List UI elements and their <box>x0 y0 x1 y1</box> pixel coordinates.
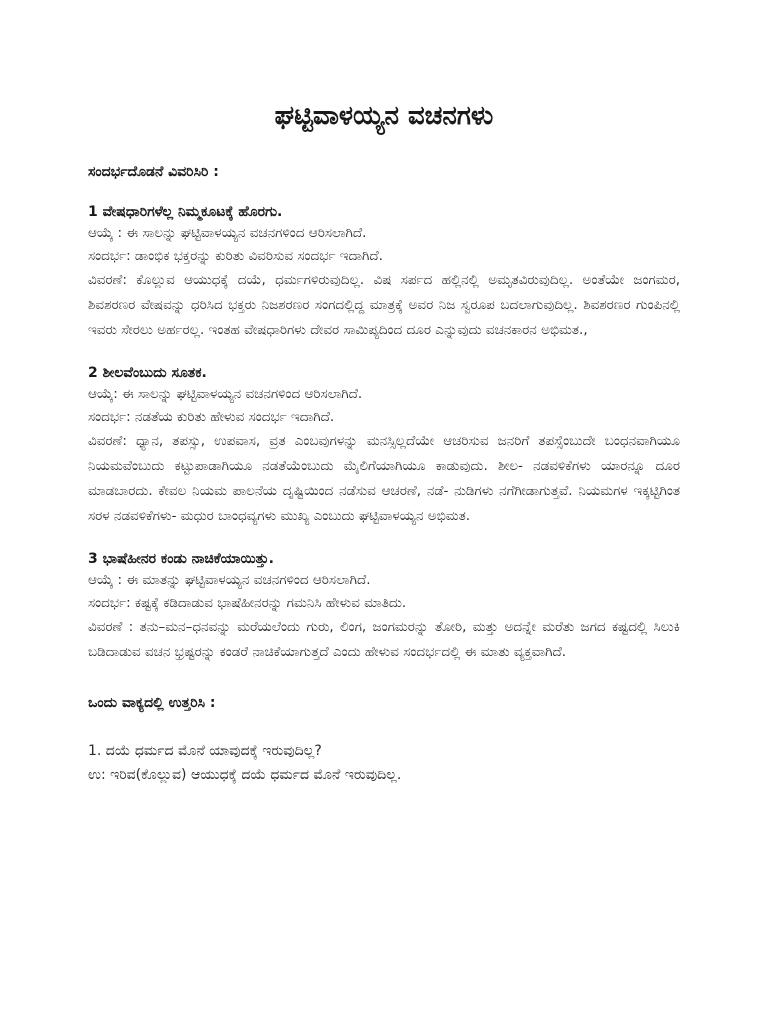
explanation-paragraph: ವಿವರಣೆ : ತನು–ಮನ–ಧನವನ್ನು ಮರೆಯಲೆಂದು ಗುರು, ಲಿಂಗ, ಜಂಗಮರನ್ನು ತೋರಿ, ಮತ್ತು ಅದನ್ನೇ ಮರೆತು ಜಗದ ಕಷ್ಟದಲ್ಲಿ ಸಿಲುಕಿ ಬಡಿದಾಡುವ ವಚನ ಭ್ರಷ್ಟರನ್ನು ಕಂಡರೆ ನಾಚಿಕೆಯಾಗುತ್ತದೆ ಎಂದು ಹೇಳುವ ಸಂದರ್ಭದಲ್ಲಿ ಈ ಮಾತು ವ್ಯಕ್ತವಾಗಿದೆ. <box>88 619 680 660</box>
page-title: ಘಟ್ಟಿವಾಳಯ್ಯನ ವಚನಗಳು <box>274 101 494 131</box>
source-line: ಆಯ್ಕೆ : ಈ ಮಾತನ್ನು ಘಟ್ಟಿವಾಳಯ್ಯನ ವಚನಗಳಿಂದ ಆರಿಸಲಾಗಿದೆ. <box>88 572 371 588</box>
explanation-paragraph: ವಿವರಣೆ: ಧ್ಯಾನ, ತಪಸ್ಸು, ಉಪವಾಸ, ವ್ರತ ಎಂಬವುಗಳನ್ನು ಮನಸ್ಸಿಲ್ಲದೆಯೇ ಆಚರಿಸುವ ಜನರಿಗೆ ತಪಸ್ಸೆಂಬುದೇ ಬಂಧನವಾಗಿಯೂ ನಿಯಮವೆಂಬುದು ಕಟ್ಟುಪಾಡಾಗಿಯೂ ನಡತೆಯೆಂಬುದು ಮೈಲಿಗೆಯಾಗಿಯೂ ಕಾಡುವುದು. ಶೀಲ- ನಡವಳಿಕೆಗಳು ಯಾರನ್ನೂ ದೂರ ಮಾಡಬಾರದು. ಕೇವಲ ನಿಯಮ ಪಾಲನೆಯ ದೃಷ್ಟಿಯಿಂದ ನಡೆಸುವ ಆಚರಣೆ, ನಡೆ- ನುಡಿಗಳು ನಗೆಗೀಡಾಗುತ್ತವೆ. ನಿಯಮಗಳ ಇಕ್ಕಟ್ಟಿಗಿಂತ ಸರಳ ನಡವಳಿಕೆಗಳು- ಮಧುರ ಬಾಂಧವ್ಯಗಳು ಮುಖ್ಯ ಎಂಬುದು ಘಟ್ಟಿವಾಳಯ್ಯನ ಅಭಿಮತ. <box>88 433 680 524</box>
question-text: 1. ದಯೆ ಧರ್ಮದ ಮೊನೆ ಯಾವುದಕ್ಕೆ ಇರುವುದಿಲ್ಲ? <box>88 743 322 759</box>
context-heading: ಸಂದರ್ಭದೊಡನೆ ವಿವರಿಸಿರಿ : <box>88 164 219 180</box>
one-line-heading: ಒಂದು ವಾಕ್ಯದಲ್ಲಿ ಉತ್ತರಿಸಿ : <box>88 695 216 711</box>
section-heading: 1 ವೇಷಧಾರಿಗಳೆಲ್ಲ ನಿಮ್ಮಕೂಟಕ್ಕೆ ಹೊರಗು. <box>88 204 283 220</box>
section-1 <box>88 202 680 343</box>
section-heading: 3 ಭಾಷೆಹೀನರ ಕಂಡು ನಾಚಿಕೆಯಾಯಿತ್ತು. <box>88 551 275 567</box>
section-3 <box>88 549 680 665</box>
answer-text: ಉ: ಇರಿವ(ಕೊಲ್ಲುವ) ಆಯುಧಕ್ಕೆ ದಯೆ ಧರ್ಮದ ಮೊನೆ ಇರುವುದಿಲ್ಲ. <box>88 767 402 783</box>
question-list <box>88 739 680 787</box>
explanation-paragraph: ವಿವರಣೆ: ಕೊಲ್ಲುವ ಆಯುಧಕ್ಕೆ ದಯೆ, ಧರ್ಮಗಳಿರುವುದಿಲ್ಲ. ವಿಷ ಸರ್ಪದ ಹಲ್ಲಿನಲ್ಲಿ ಅಮೃತವಿರುವುದಿಲ್ಲ. ಅಂತೆಯೇ ಜಂಗಮರ, ಶಿವಶರಣರ ವೇಷವನ್ನು ಧರಿಸಿದ ಭಕ್ತರು ನಿಜಶರಣರ ಸಂಗದಲ್ಲಿದ್ದ ಮಾತ್ರಕ್ಕೆ ಅವರ ನಿಜ ಸ್ವರೂಪ ಬದಲಾಗುವುದಿಲ್ಲ. ಶಿವಶರಣರ ಗುಂಪಿನಲ್ಲಿ ಇವರು ಸೇರಲು ಅರ್ಹರಲ್ಲ. ಇಂತಹ ವೇಷಧಾರಿಗಳು ದೇವರ ಸಾಮಿಪ್ಯದಿಂದ ದೂರ ಎನ್ನುವುದು ವಚನಕಾರನ ಅಭಿಮತ., <box>88 272 680 338</box>
context-line: ಸಂದರ್ಭ: ಡಾಂಭಿಕ ಭಕ್ತರನ್ನು ಕುರಿತು ವಿವರಿಸುವ ಸಂದರ್ಭ ಇದಾಗಿದೆ. <box>88 248 383 264</box>
context-line: ಸಂದರ್ಭ: ಕಷ್ಟಕ್ಕೆ ಕಡಿದಾಡುವ ಭಾಷೆಹೀನರನ್ನು ಗಮನಿಸಿ ಹೇಳುವ ಮಾತಿದು. <box>88 595 407 611</box>
section-2 <box>88 363 680 529</box>
context-line: ಸಂದರ್ಭ: ನಡತೆಯ ಕುರಿತು ಹೇಳುವ ಸಂದರ್ಭ ಇದಾಗಿದೆ. <box>88 409 335 425</box>
source-line: ಆಯ್ಕೆ: ಈ ಸಾಲನ್ನು ಘಟ್ಟಿವಾಳಯ್ಯನ ವಚನಗಳಿಂದ ಆರಿಸಲಾಗಿದೆ. <box>88 386 363 402</box>
section-heading: 2 ಶೀಲವೆಂಬುದು ಸೂತಕ. <box>88 365 207 381</box>
source-line: ಆಯ್ಕೆ : ಈ ಸಾಲನ್ನು ಘಟ್ಟಿವಾಳಯ್ಯನ ವಚನಗಳಿಂದ ಆರಿಸಲಾಗಿದೆ. <box>88 225 367 241</box>
